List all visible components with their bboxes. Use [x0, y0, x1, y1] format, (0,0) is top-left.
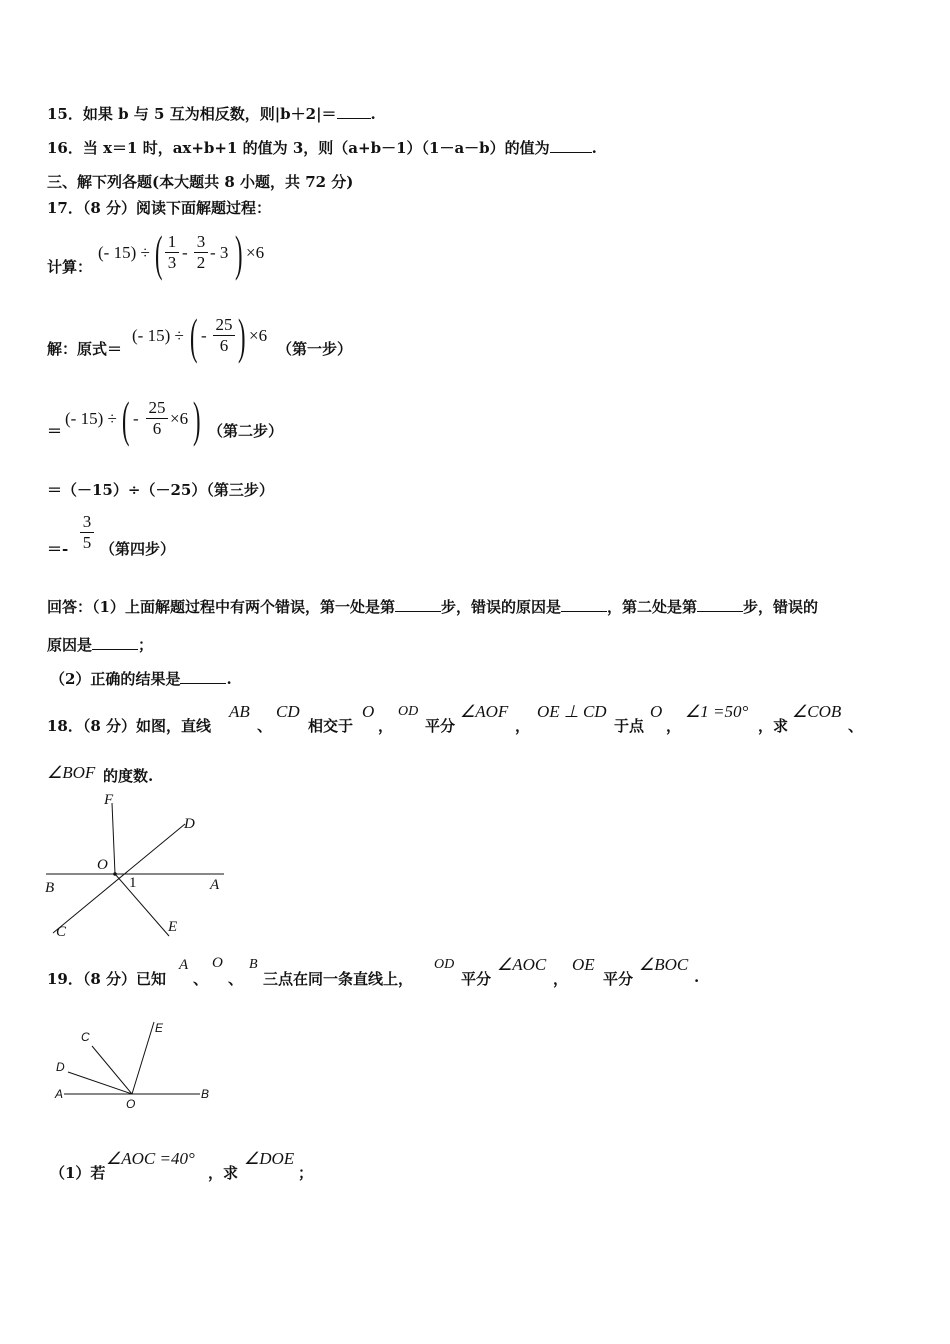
- q19-p1-ask: ，求: [208, 1164, 239, 1182]
- calc-frac-2-num: 3: [196, 232, 206, 251]
- fig19-ray-OE: [132, 1022, 154, 1094]
- q18-angAOF: ∠AOF: [460, 702, 509, 721]
- fig19-label-O: O: [126, 1097, 136, 1111]
- fig18-label-B: B: [45, 880, 55, 896]
- q17-sol-label: 解：原式＝: [47, 340, 123, 358]
- q19-A: A: [179, 957, 189, 973]
- step1-rparen: ): [238, 308, 246, 364]
- answer-intro: 回答：（1）上面解题过程中有两个错误，第一处是第: [47, 598, 395, 616]
- q18-perp: OE ⊥ CD: [537, 702, 607, 721]
- q18-c1: ，: [378, 717, 394, 735]
- fig18-ray-OE: [115, 874, 169, 936]
- step2-lparen: (: [122, 391, 130, 447]
- answer-line2-end: ；: [138, 636, 154, 654]
- step4-num: 3: [82, 512, 92, 531]
- q19-s1: 、: [193, 970, 209, 988]
- answer-mid1: 步，错误的原因是: [440, 598, 561, 616]
- calc-frac-1-den: 3: [165, 252, 179, 273]
- q19-t3: 平分: [461, 970, 492, 988]
- q19-p1-given: ∠AOC =40°: [106, 1149, 195, 1168]
- answer-blank-4[interactable]: [92, 635, 138, 650]
- fig18-label-F: F: [104, 792, 114, 808]
- q18-O2: O: [650, 702, 663, 721]
- calc-frac-1: [165, 232, 179, 273]
- step1-den: 6: [213, 335, 235, 356]
- step2-label: （第二步）: [208, 422, 284, 440]
- q15: [47, 103, 376, 124]
- calc-frac-1-num: 1: [167, 232, 177, 251]
- fig18-label-A: A: [210, 877, 220, 893]
- q17-step3: ＝（－15）÷（－25）（第三步）: [47, 481, 274, 499]
- q18-AB: AB: [229, 702, 250, 721]
- calc-lead: (- 15) ÷: [98, 243, 150, 262]
- answer-line2: 原因是: [47, 636, 93, 654]
- step1-label: （第一步）: [277, 340, 353, 358]
- fig18-point-O: [113, 872, 117, 876]
- fig18-label-O: O: [97, 857, 108, 873]
- q19-t4: 平分: [603, 970, 634, 988]
- q18-c3: ，: [666, 717, 682, 735]
- step4-frac: [80, 512, 94, 553]
- answer-blank-3[interactable]: [697, 597, 743, 612]
- q19-angBOC: ∠BOC: [639, 955, 689, 974]
- fig18-label-1: 1: [129, 875, 137, 891]
- answer-blank-2[interactable]: [561, 597, 607, 612]
- q18-t5: 的度数.: [103, 767, 154, 785]
- q19-p1-label: （1）若: [50, 1164, 106, 1182]
- q19-OD: OD: [434, 957, 455, 972]
- step1-times: ×6: [249, 326, 268, 345]
- step2-times: ×6: [170, 409, 189, 428]
- calc-lparen: (: [155, 225, 163, 281]
- q17-calc-label: 计算：: [47, 258, 93, 276]
- fig19-label-E: E: [155, 1021, 164, 1035]
- q16-text: 16．当 x＝1 时，ax+b+1 的值为 3，则（a+b－1）（1－a－b）的值为: [47, 139, 550, 157]
- fig19-label-D: D: [56, 1060, 65, 1074]
- step2-den: 6: [146, 418, 168, 439]
- step1-lparen: (: [190, 308, 198, 364]
- q18-t2: 相交于: [308, 717, 354, 735]
- q18-c4: ，求: [758, 717, 789, 735]
- q18-c2: ，: [515, 717, 531, 735]
- q19-figure: [48, 1012, 218, 1117]
- fig19-label-C: C: [81, 1030, 90, 1044]
- q19-c1: ，: [553, 970, 569, 988]
- q18-CD: CD: [276, 702, 300, 721]
- fig18-label-E: E: [168, 919, 178, 935]
- q16-end: .: [591, 139, 597, 157]
- part2-end: .: [226, 670, 232, 688]
- q18-sep1: 、: [257, 717, 273, 735]
- q16-blank[interactable]: [550, 138, 592, 153]
- fig18-ray-OF: [112, 803, 115, 874]
- q18-O: O: [362, 702, 375, 721]
- step1-frac: [213, 315, 235, 356]
- step4-prefix: ＝-: [47, 540, 69, 558]
- q18-t1: 18．（8 分）如图，直线: [47, 717, 212, 735]
- q19-p1-end: ；: [298, 1164, 314, 1182]
- q17-eq: ＝: [47, 422, 63, 440]
- section-heading: 三、解下列各题(本大题共 8 小题，共 72 分): [47, 173, 354, 191]
- fig18-label-C: C: [56, 924, 67, 940]
- calc-rparen: ): [235, 225, 243, 281]
- q19-t2: 三点在同一条直线上，: [263, 970, 414, 988]
- q19-B: B: [249, 957, 258, 972]
- q18-ang1: ∠1 =50°: [685, 702, 749, 721]
- q19-t1: 19．（8 分）已知: [47, 970, 167, 988]
- q19-p1-target: ∠DOE: [244, 1149, 295, 1168]
- answer-mid2: ，第二处是第: [606, 598, 697, 616]
- step2-rparen: ): [193, 391, 201, 447]
- part2-text: （2）正确的结果是: [50, 670, 181, 688]
- calc-frac-2: [194, 232, 208, 273]
- step4-den: 5: [80, 532, 94, 553]
- q19-s2: 、: [228, 970, 244, 988]
- q19-O: O: [212, 955, 223, 971]
- q15-text: 15．如果 b 与 5 互为相反数，则|b＋2|＝: [47, 105, 337, 123]
- step2-num: 25: [148, 398, 166, 417]
- q17-header: 17．（8 分）阅读下面解题过程：: [47, 199, 272, 217]
- answer-blank-1[interactable]: [395, 597, 441, 612]
- q17-answer-line2: [47, 634, 153, 655]
- calc-frac-2-den: 2: [194, 252, 208, 273]
- step1-lead: (- 15) ÷: [132, 326, 184, 345]
- q18-OD: OD: [398, 704, 419, 719]
- answer-mid3: 步，错误的: [742, 598, 818, 616]
- q19-angAOC: ∠AOC: [497, 955, 547, 974]
- q19-OE: OE: [572, 955, 595, 974]
- part2-blank[interactable]: [180, 669, 226, 684]
- q18-sep2: 、: [848, 717, 864, 735]
- step1-num: 25: [215, 315, 233, 334]
- q18-figure: [40, 788, 230, 943]
- q19-end: .: [694, 968, 700, 986]
- step1-minus: -: [201, 326, 207, 345]
- step2-frac: [146, 398, 168, 439]
- q15-blank[interactable]: [337, 104, 371, 119]
- calc-tail: - 3: [210, 243, 229, 262]
- q18-angCOB: ∠COB: [792, 702, 842, 721]
- calc-minus: -: [182, 243, 188, 262]
- step2-minus: -: [133, 409, 139, 428]
- q15-end: .: [370, 105, 376, 123]
- fig19-label-B: B: [201, 1087, 210, 1101]
- q18-t3: 平分: [425, 717, 456, 735]
- fig18-label-D: D: [184, 816, 195, 832]
- step4-label: （第四步）: [100, 540, 176, 558]
- fig19-label-A: A: [55, 1087, 64, 1101]
- q16: [47, 137, 597, 158]
- step2-lead: (- 15) ÷: [65, 409, 117, 428]
- q18-angBOF: ∠BOF: [47, 763, 96, 782]
- q17-answer-line1: [47, 596, 818, 617]
- q17-part2: [50, 668, 232, 689]
- q18-t4: 于点: [614, 717, 645, 735]
- calc-times: ×6: [246, 243, 265, 262]
